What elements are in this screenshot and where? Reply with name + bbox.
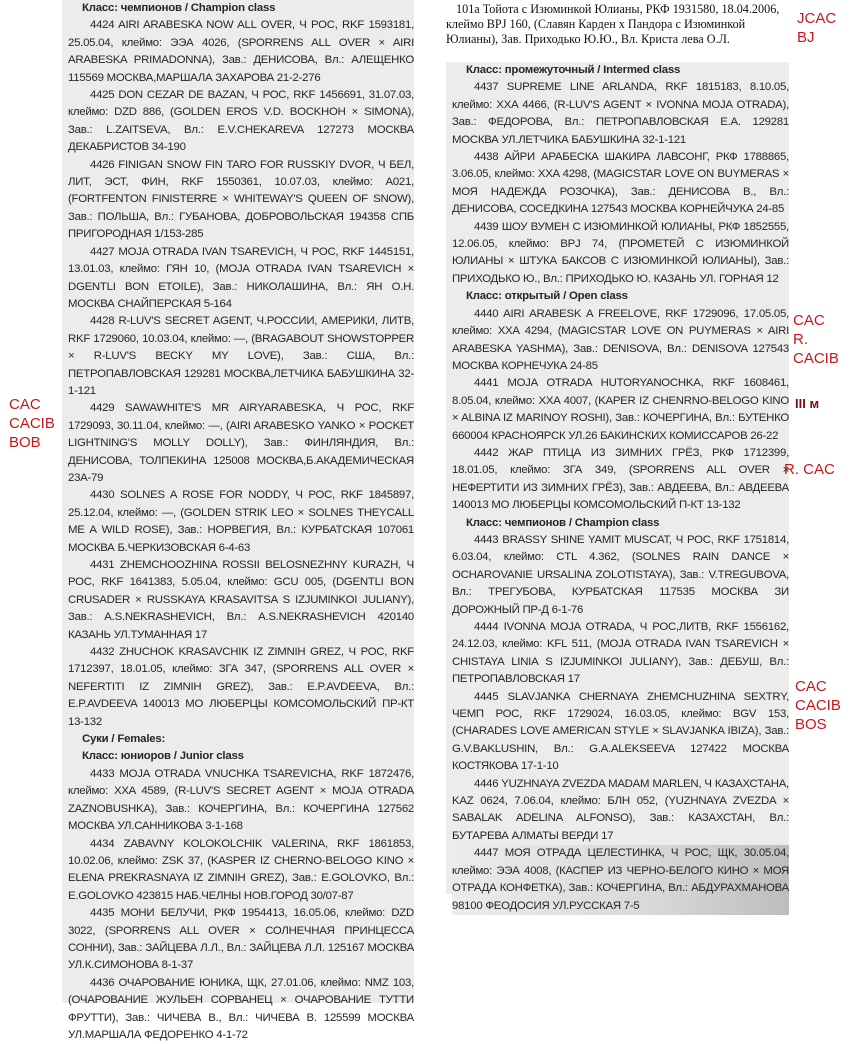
catalog-entry-4447: 4447 МОЯ ОТРАДА ЦЕЛЕСТИНКА, Ч РОС, ЩК, 30.05.04, клеймо: ЭЭА 4008, (КАСПЕР ИЗ ЧЕРНО-БЕЛОГО КИНО × МОЯ ОТРАДА КОНФЕТКА), Зав.: КОЧЕРГИНА, Вл.: АБДУРАХМАНОВА 98100 ФЕОДОСИЯ УЛ.РУССКАЯ 7-5 [452,845,789,915]
catalog-right-column [446,62,789,912]
catalog-entry-4434: 4434 ZABAVNY KOLOKOLCHIK VALERINA, RKF 1861853, 10.02.06, клеймо: ZSK 37, (KASPER IZ CHERNO-BELOGO KINO × ELENA PREKRASNAYA IZ ZIMNIH GREZ), Зав.: E.GOLOVKO, Вл.: E.GOLOVKO 423815 НАБ.ЧЕЛНЫ НОВ.ГОРОД 30/07-87 [68,837,414,902]
catalog-entry-4445: 4445 SLAVJANKA CHERNAYA ZHEMCHUZHINA SEXTRY, ЧЕМП РОС, RKF 1729024, 16.03.05, клеймо: BGV 153, (CHARADES LOVE AMERICAN STYLE × SLAVJANKA IBIZA), Зав.: G.V.BAKLUSHIN, Вл.: G.A.ALEKSEEVA 127422 МОСКВА КОСТЯКОВА 17-1-10 [452,690,789,773]
award-cac-rcacib: CAC R. CACIB [793,312,839,367]
award-rcac: R. CAC [784,461,835,478]
catalog-entry-4440: 4440 AIRI ARABESK A FREELOVE, RKF 1729096, 17.05.05, клеймо: XXA 4294, (MAGICSTAR LOVE ON PUYMERAS × AIRI ARABESKA YASHMA), Зав.: DENISOVA, Вл.: DENISOVA 127543 МОСКВА КОРНЕЧУКА 24-85 [452,307,789,372]
class-heading-champion-females: Класс: чемпионов / Champion class [466,516,660,529]
class-heading-junior: Класс: юниоров / Junior class [82,750,244,763]
catalog-entry-4436: 4436 ОЧАРОВАНИЕ ЮНИКА, ЩК, 27.01.06, клеймо: NMZ 103, (ОЧАРОВАНИЕ ЖУЛЬЕН СОРВАНЕЦ × ОЧАРОВАНИЕ ТУТТИ ФРУТТИ), Зав.: ЧИЧЕВА В., Вл.: ЧИЧЕВА В. 125599 МОСКВА УЛ.МАРШАЛА ФЕДОРЕНКО 4-1-72 [68,976,414,1041]
catalog-entry-4427: 4427 MOJA OTRADA IVAN TSAREVICH, Ч РОС, RKF 1445151, 13.01.03, клеймо: ГЯН 10, (MOJA OTRADA IVAN TSAREVICH × DGENTLI BON ETOILE), Зав.: НИКОЛАШИНА, Вл.: ЯН О.Н. МОСКВА СНАЙПЕРСКАЯ 5-164 [68,245,414,310]
catalog-entry-4433: 4433 MOJA OTRADA VNUCHKA TSAREVICHA, RKF 1872476, клеймо: XXA 4589, (R-LUV'S SECRET AGENT × MOJA OTRADA ZAZNOBUSHKA), Зав.: КОЧЕРГИНА, Вл.: КОЧЕРГИНА 127562 МОСКВА УЛ.САННИКОВА 3-1-168 [68,767,414,833]
award-cac-cacib-bos: CAC CACIB BOS [795,678,841,733]
catalog-entry-4430: 4430 SOLNES A ROSE FOR NODDY, Ч РОС, RKF 1845897, 25.12.04, клеймо: —, (GOLDEN STRIK LEO × SOLNES THEYCALL ME A WILD ROSE), Зав.: НОРВЕГИЯ, Вл.: КУРБАТСКАЯ 107061 МОСКВА Б.ЧЕРКИЗОВСКАЯ 6-4-63 [68,489,414,554]
section-heading-females: Суки / Females: [82,733,166,746]
catalog-entry-4438: 4438 АЙРИ АРАБЕСКА ШАКИРА ЛАВСОНГ, РКФ 1788865, 3.06.05, клеймо: XXA 4298, (MAGICSTAR LOVE ON BUYMERAS × МОЯ НАДЕЖДА РОЗОЧКА), Зав.: ДЕНИСОВА В., Вл.: ДЕНИСОВА, СОСЕДКИНА 127543 МОСКВА КОРНЕЙЧУКА 24-85 [452,151,789,216]
award-third-place: III м [795,396,820,411]
catalog-entry-4424: 4424 AIRI ARABESKA NOW ALL OVER, Ч РОС, RKF 1593181, 25.05.04, клеймо: ЭЭА 4026, (SPORRENS ALL OVER × AIRI ARABESKA PRIMADONNA), Зав.: ДЕНИСОВА, Вл.: АЛЕЩЕНКО 115569 МОСКВА,МАРШАЛА ЗАХАРОВА 21-2-276 [68,19,414,84]
catalog-entry-4439: 4439 ШОУ ВУМЕН С ИЗЮМИНКОЙ ЮЛИАНЫ, РКФ 1852555, 12.06.05, клеймо: BPJ 74, (ПРОМЕТЕЙ С ИЗЮМИНКОЙ ЮЛИАНЫ × ШТУКА БАКСОВ С ИЗЮМИНКОЙ ЮЛИАНЫ), Зав.: ПРИХОДЬКО Ю., Вл.: ПРИХОДЬКО Ю. КАЗАНЬ УЛ. ГОРНАЯ 12 [452,220,789,285]
catalog-entry-4425: 4425 DON CEZAR DE BAZAN, Ч РОС, RKF 1456691, 31.07.03, клеймо: DZD 886, (GOLDEN EROS V.D. BOCKHOH × SIMONA), Зав.: L.ZAITSEVA, Вл.: E.V.CHEKAREVA 127273 МОСКВА ДЕКАБРИСТОВ 34-190 [68,89,414,154]
catalog-entry-4446: 4446 YUZHNAYA ZVEZDA MADAM MARLEN, Ч КАЗАХСТАНА, KAZ 0624, 7.06.04, клеймо: БЛН 052, (YUZHNAYA ZVEZDA × SABALAK ADELINA ALFONSO), Зав.: КАЗАХСТАН, Вл.: БУТАРЕВА АЛМАТЫ ВЕРДИ 17 [452,777,789,842]
catalog-entry-4426: 4426 FINIGAN SNOW FIN TARO FOR RUSSKIY DVOR, Ч БЕЛ, ЛИТ, ЭСТ, ФИН, RKF 1550361, 10.07.03, клеймо: A021, (FORTFENTON FINISTERRE × WHITEWAY'S QUEEN OF SNOW), Зав.: ПОЛЬША, Вл.: ГУБАНОВА, ДОБРОВОЛЬСКАЯ 194358 СПБ ПРИГОРОДНАЯ 1/153-285 [68,158,414,241]
catalog-entry-4443: 4443 BRASSY SHINE YAMIT MUSCAT, Ч РОС, RKF 1751814, 6.03.04, клеймо: CTL 4.362, (SOLNES RAIN DANCE × OCHAROVANIE URSALINA ZOLOTISTAYA), Зав.: V.TREGUBOVA, Вл.: ТРЕГУБОВА, КУРБАТСКАЯ 117535 МОСКВА ЗИ ДОРОЖНЫЙ ПР-Д 6-1-76 [452,533,789,616]
catalog-entry-4437: 4437 SUPREME LINE ARLANDA, RKF 1815183, 8.10.05, клеймо: XXA 4466, (R-LUV'S AGENT × IVONNA MOJA OTRADA), Зав.: ФЕДОРОВА, Вл.: ПЕТРОПАВЛОВСКАЯ Е.А. 129281 МОСКВА УЛ.ЛЕТЧИКА БАБУШКИНА 32-1-121 [452,81,789,146]
catalog-entry-4444: 4444 IVONNA MOJA OTRADA, Ч РОС,ЛИТВ, RKF 1556162, 24.12.03, клеймо: KFL 511, (MOJA OTRADA IVAN TSAREVICH × CHISTAYA LINIA S IZJUMINKOI JULIANY), Зав.: ДЕБУШ, Вл.: ПЕТРОПАВЛОВСКАЯ 17 [452,621,789,686]
catalog-entry-4431: 4431 ZHEMCHOOZHINA ROSSII BELOSNEZHNY KURAZH, Ч РОС, RKF 1641383, 5.05.04, клеймо: GCU 005, (DGENTLI BON CRUSADER × RUSSKAYA KRASAVITSA S IZJUMINKOI JULIANY), Зав.: A.S.NEKRASHEVICH, Вл.: A.S.NEKRASHEVICH 420140 КАЗАНЬ УЛ.ТУМАННАЯ 17 [68,559,414,641]
catalog-entry-4428: 4428 R-LUV'S SECRET AGENT, Ч.РОССИИ, АМЕРИКИ, ЛИТВ, RKF 1729060, 10.03.04, клеймо: —, (BRAGABOUT SHOWSTOPPER × R-LUV'S BECKY MY LOVE), Зав.: США, Вл.: ПЕТРОПАВЛОВСКАЯ 129281 МОСКВА,ЛЕТЧИКА БАБУШКИНА 32-1-121 [68,315,414,397]
top-note-entry-101a: 101a Тойота с Изюминкой Юлианы, РКФ 1931580, 18.04.2006, клеймо BPJ 160, (Славян Карден х Пандора с Изюминкой Юлианы), Зав. Приходько Ю.Ю., Вл. Криста лева О.Л. [446,2,780,46]
catalog-entry-4432: 4432 ZHUCHOK KRASAVCHIK IZ ZIMNIH GREZ, Ч РОС, RKF 1712397, 18.01.05, клеймо: ЗГА 347, (SPORRENS ALL OVER × NEFERTITI IZ ZIMNIH GREZ), Зав.: E.P.AVDEEVA, Вл.: E.P.AVDEEVA 140013 МО ЛЮБЕРЦЫ КОМСОМОЛЬСКИЙ ПР-КТ 13-132 [68,646,414,728]
catalog-entry-4441: 4441 MOJA OTRADA HUTORYANOCHKA, RKF 1608461, 8.05.04, клеймо: XXA 4007, (KAPER IZ CHENRNO-BELOGO KINO × ALBINA IZ MARINOY ROSHI), Зав.: КОЧЕРГИНА, Вл.: БУТЕНКО 660004 КРАСНОЯРСК УЛ.26 БАКИНСКИХ КОМИССАРОВ 26-22 [452,377,789,442]
class-heading-open: Класс: открытый / Open class [466,290,628,303]
catalog-entry-4429: 4429 SAWAWHITE'S MR AIRYARABESKA, Ч РОС, RKF 1729093, 30.11.04, клеймо: —, (AIRI ARABESKO YANKO × POCKET LIGHTNING'S MOLLY DOLLY), Зав.: ФИНЛЯНДИЯ, Вл.: ДЕНИСОВА, ТОЛПЕКИНА 125008 МОСКВА,Б.АКАДЕМИЧЕСКАЯ 23А-79 [68,402,414,484]
class-heading-champion: Класс: чемпионов / Champion class [82,2,276,14]
catalog-entry-4435: 4435 МОНИ БЕЛУЧИ, РКФ 1954413, 16.05.06, клеймо: DZD 3022, (SPORRENS ALL OVER × СОЛНЕЧНАЯ ПРИНЦЕССА СОННИ), Зав.: ЗАЙЦЕВА Л.Л., Вл.: ЗАЙЦЕВА Л.Л. 125167 МОСКВА УЛ.К.СИМОНОВА 8-1-37 [68,907,414,972]
class-heading-intermed: Класс: промежуточный / Intermed class [466,64,681,76]
catalog-entry-4442: 4442 ЖАР ПТИЦА ИЗ ЗИМНИХ ГРЁЗ, РКФ 1712399, 18.01.05, клеймо: ЗГА 349, (SPORRENS ALL OVER × НЕФЕРТИТИ ИЗ ЗИМНИХ ГРЁЗ), Зав.: АВДЕЕВА, Вл.: АВДЕЕВА 140013 МО ЛЮБЕРЦЫ КОМСОМОЛЬСКИЙ П-КТ 13-132 [452,446,789,512]
award-jcac-bj: JCAC BJ [797,10,837,46]
catalog-left-column [62,0,414,1041]
award-cac-cacib-bob: CAC CACIB BOB [9,396,55,451]
